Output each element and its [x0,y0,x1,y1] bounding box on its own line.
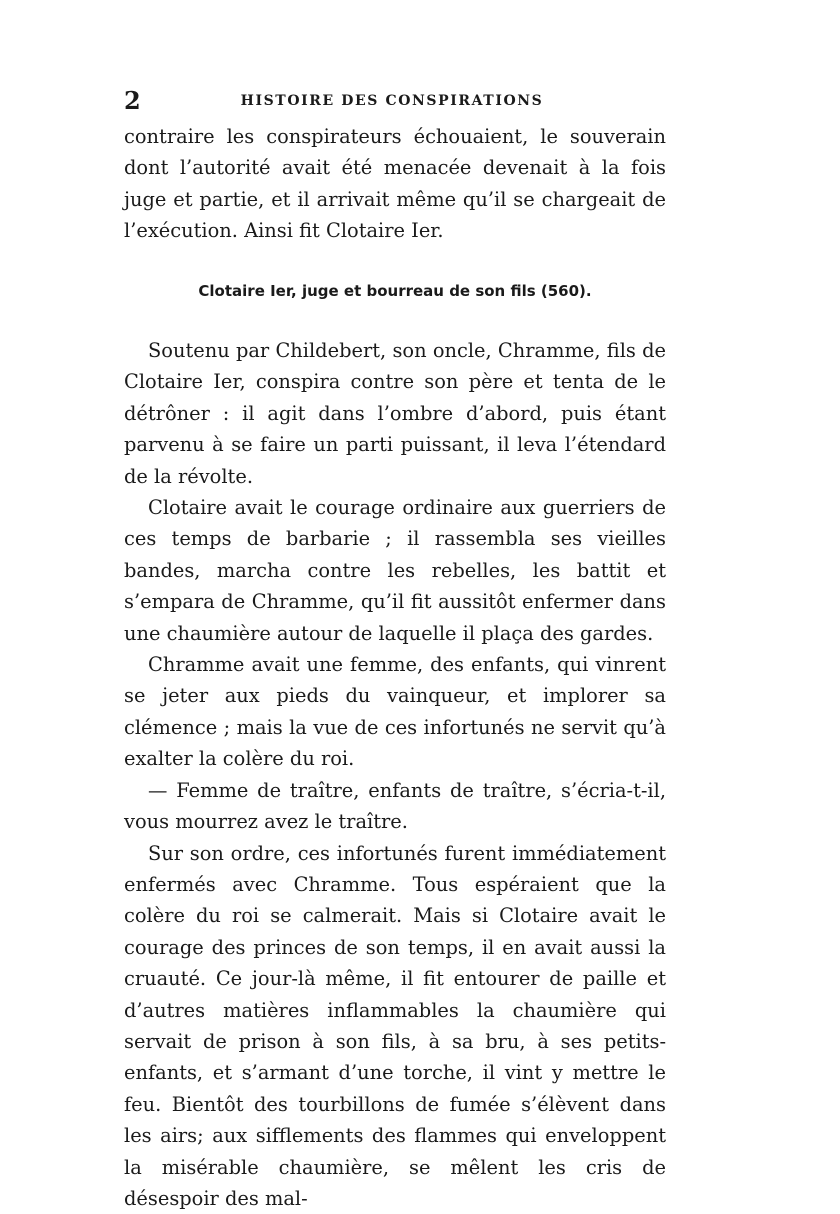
running-head [118,88,666,114]
paragraph: Sur son ordre, ces infortunés furent immédiatement enfermés avec Chramme. Tous espéraient que la colère du roi se calmerait. Mais si Clotaire avait le courage des princes de son temps, il en avait aussi la cruauté. Ce jour-là même, il fit entourer de paille et d’autres matières inflammables la chaumière qui servait de prison à son fils, à sa bru, à ses petits-enfants, et s’armant d’une torche, il vint y mettre le feu. Bientôt des tourbillons de fumée s’élèvent dans les airs; aux sifflements des flammes qui enveloppent la misérable chaumière, se mêlent les cris de désespoir des mal- [124,838,666,1214]
paragraph-continuation: contraire les conspirateurs échouaient, le souverain dont l’autorité avait été menacée devenait à la fois juge et partie, et il arrivait même qu’il se chargeait de l’exécution. Ainsi fit Clotaire Ier. [124,121,666,247]
page-number: 2 [124,88,141,114]
paragraph: Clotaire avait le courage ordinaire aux guerriers de ces temps de barbarie ; il rassembla ses vieilles bandes, marcha contre les rebelles, les battit et s’empara de Chramme, qu’il fit aussitôt enfermer dans une chaumière autour de laquelle il plaça des gardes. [124,492,666,649]
paragraph: — Femme de traître, enfants de traître, s’écria-t-il, vous mourrez avez le traître. [124,775,666,838]
paragraph: Soutenu par Childebert, son oncle, Chramme, fils de Clotaire Ier, conspira contre son père et tenta de le détrôner : il agit dans l’ombre d’abord, puis étant parvenu à se faire un parti puissant, il leva l’étendard de la révolte. [124,335,666,492]
section-subheading: Clotaire Ier, juge et bourreau de son fils (560). [124,280,666,302]
body-text [124,335,666,1214]
running-title: HISTOIRE DES CONSPIRATIONS [118,91,666,111]
paragraph: Chramme avait une femme, des enfants, qui vinrent se jeter aux pieds du vainqueur, et implorer sa clémence ; mais la vue de ces infortunés ne servit qu’à exalter la colère du roi. [124,649,666,775]
